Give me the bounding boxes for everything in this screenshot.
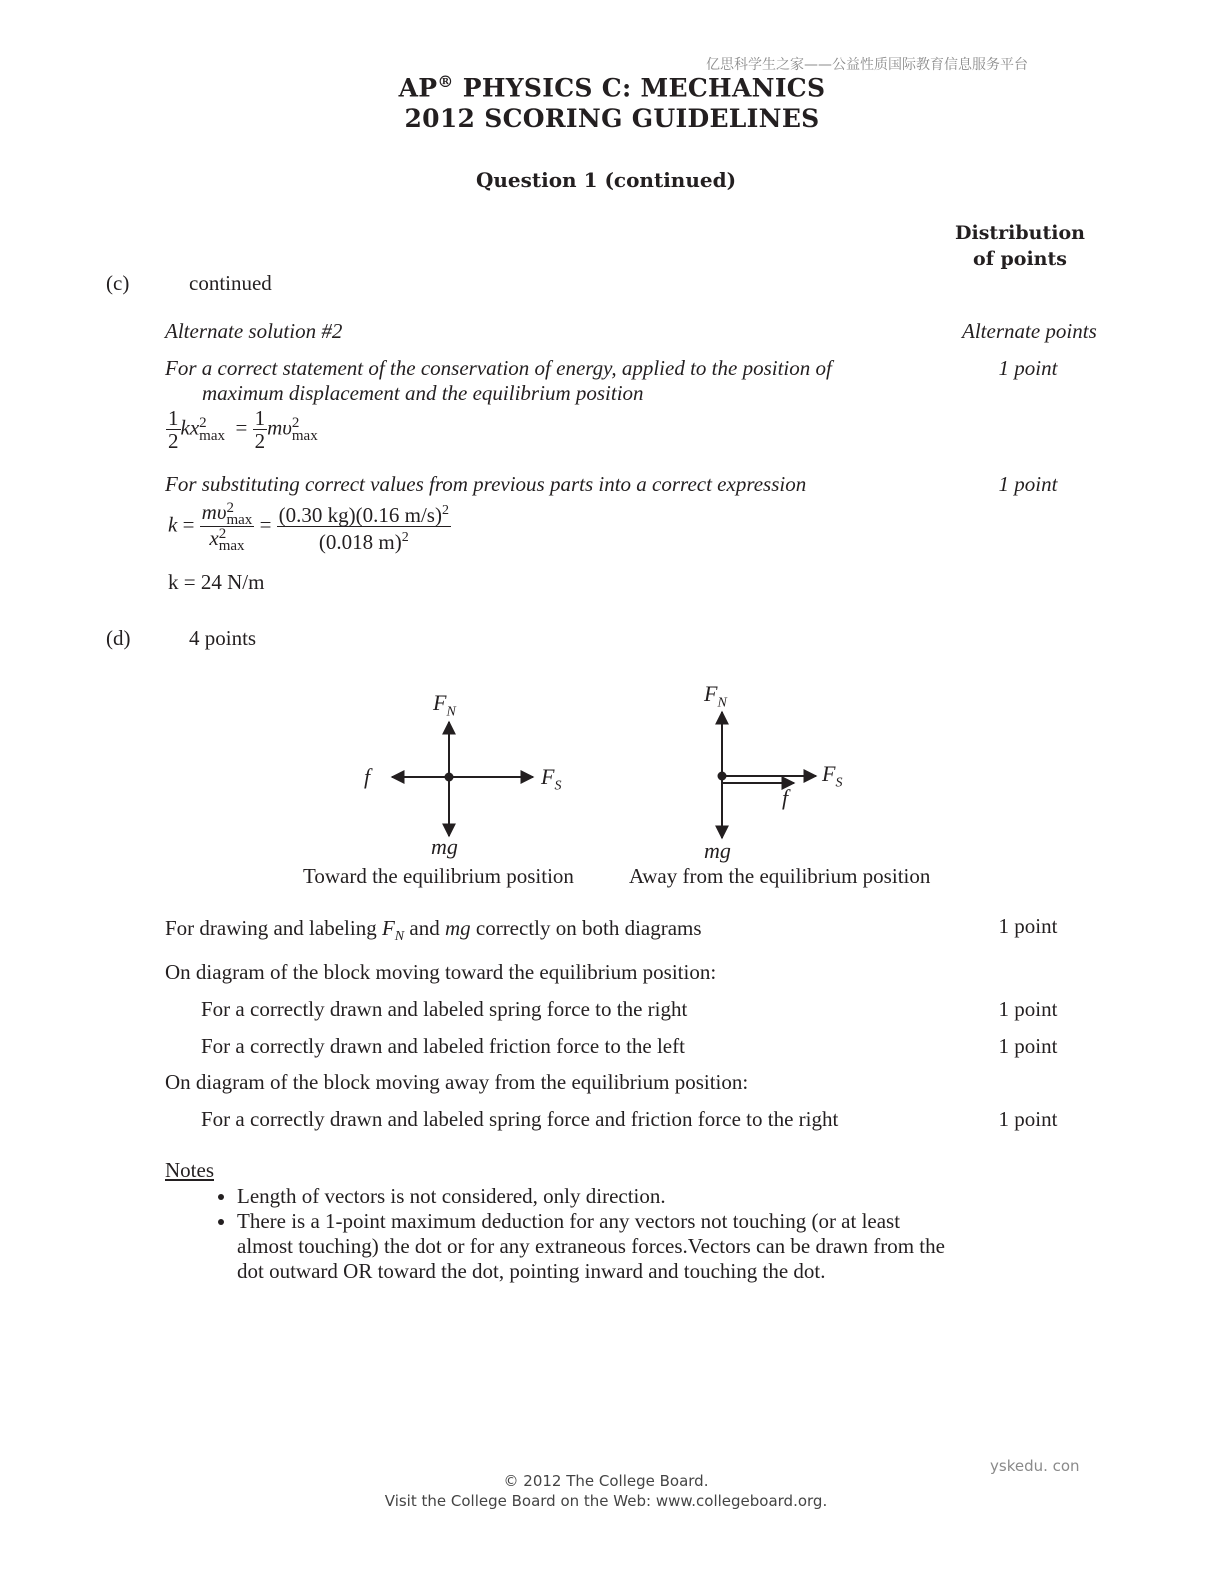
numerator-values: (0.30 kg)(0.16 m/s) [278,503,442,527]
energy-equation: $\frac{1}{2}$ kx 2 max = $\frac{1}{2}$ mυ 2 max [168,406,318,453]
away-heading: On diagram of the block moving away from the equilibrium position: [165,1070,749,1094]
criterion-substitution-points: 1 point [998,472,1058,496]
distribution-header-line1: Distribution [955,222,1085,244]
alternate-solution-title: Alternate solution #2 [165,319,343,343]
site-mark: yskedu. con [990,1457,1080,1475]
criterion-toward-friction: For a correctly drawn and labeled friction force to the left [201,1034,685,1058]
notes-list [165,1184,945,1284]
k-expression: k = mυ 2 max x 2 max = $\frac{(0.30 kg)(0.16 m/s)^2}{(0.018 m)^2}$ [168,499,449,555]
footer-visit: Visit the College Board on the Web: www.collegeboard.org. [384,1492,828,1510]
label-spring-force: $F_S$ [822,761,843,791]
criterion-energy-line1: For a correct statement of the conservation of energy, applied to the position of [165,356,832,380]
criterion-toward-spring: For a correctly drawn and labeled spring force to the right [201,997,688,1021]
registered-mark: ® [437,72,454,91]
label-normal-force: $F_N$ [433,690,456,720]
criterion-toward-friction-points: 1 point [998,1034,1058,1058]
part-c-status: continued [189,271,272,295]
caption-toward: Toward the equilibrium position [303,864,574,888]
criterion-energy-points: 1 point [998,356,1058,380]
title-ap: AP [398,73,438,103]
criterion-energy-line2: maximum displacement and the equilibrium position [202,381,644,405]
criterion-fn-mg: For drawing and labeling $F_N$ and mg correctly on both diagrams [165,916,702,945]
part-c-label: (c) [106,271,130,295]
toward-heading: On diagram of the block moving toward the equilibrium position: [165,960,717,984]
footer-copyright: © 2012 The College Board. [503,1472,709,1490]
page-subtitle: 2012 SCORING GUIDELINES [404,104,820,133]
label-weight: mg [704,838,731,863]
title-subject: PHYSICS C: MECHANICS [453,73,826,103]
label-friction: f [364,764,371,789]
caption-away: Away from the equilibrium position [629,864,931,888]
footer [0,1471,1212,1511]
block-dot [718,772,727,781]
label-spring-force: $F_S$ [541,764,562,794]
label-weight: mg [431,834,458,859]
note-item: • There is a 1-point maximum deduction for any vectors not touching (or at least almost touching) the dot or for any extraneous forces.Vectors can be drawn from the dot outward OR toward the dot, pointing inward and touching the dot. [237,1209,945,1284]
distribution-header-line2: of points [973,248,1067,270]
k-result: k = 24 N/m [168,570,265,594]
criterion-away-spring-friction: For a correctly drawn and labeled spring force and friction force to the right [201,1107,839,1131]
criterion-away-spring-friction-points: 1 point [998,1107,1058,1131]
block-dot [445,773,454,782]
note-item: • Length of vectors is not considered, only direction. [237,1184,945,1209]
distribution-header [945,220,1095,272]
label-friction: f [782,785,789,810]
question-title: Question 1 (continued) [475,168,737,192]
criterion-fn-mg-points: 1 point [998,914,1058,938]
denominator-values: (0.018 m) [318,530,402,554]
alternate-points-label: Alternate points [962,319,1097,343]
criterion-substitution: For substituting correct values from previous parts into a correct expression [165,472,807,496]
label-normal-force: $F_N$ [704,681,727,711]
part-d-points: 4 points [189,626,257,650]
criterion-toward-spring-points: 1 point [998,997,1058,1021]
free-body-diagram-away [660,680,920,870]
notes-title: Notes [165,1158,214,1182]
page-title [0,72,1224,102]
watermark-text: 亿思科学生之家——公益性质国际教育信息服务平台 [706,57,1028,73]
part-d-label: (d) [106,626,131,650]
